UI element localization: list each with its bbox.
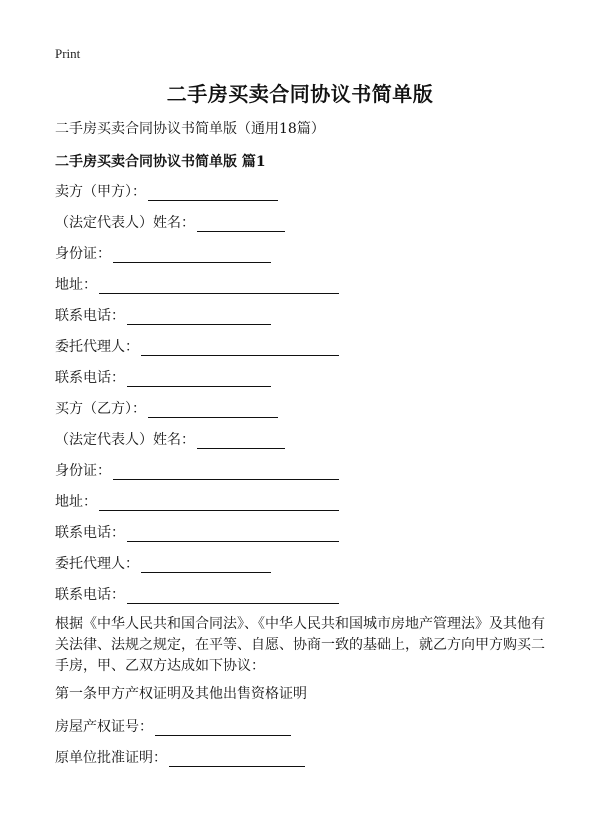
field-label: 身份证： xyxy=(55,246,111,262)
field-blank xyxy=(169,750,305,767)
buyer-id-field xyxy=(55,460,339,480)
buyer-agent-phone-field xyxy=(55,584,339,604)
intro-paragraph: 根据《中华人民共和国合同法》、《中华人民共和国城市房地产管理法》及其他有关法律、法规之规定，在平等、自愿、协商一致的基础上，就乙方向甲方购买二手房，甲、乙双方达成如下协议： xyxy=(55,616,545,674)
seller-id-field xyxy=(55,243,271,263)
field-label: 联系电话： xyxy=(55,587,125,603)
field-blank xyxy=(127,370,271,387)
field-blank xyxy=(127,308,271,325)
buyer-address-field xyxy=(55,491,339,511)
field-blank xyxy=(197,215,285,232)
field-label: 联系电话： xyxy=(55,370,125,386)
field-blank xyxy=(127,525,339,542)
field-label: 地址： xyxy=(55,277,97,293)
field-label: （法定代表人）姓名： xyxy=(55,215,195,231)
field-blank xyxy=(148,401,278,418)
buyer-field xyxy=(55,398,278,418)
seller-agent-phone-field xyxy=(55,367,271,387)
field-blank xyxy=(99,277,339,294)
article-1-title: 第一条甲方产权证明及其他出售资格证明 xyxy=(55,686,307,702)
property-cert-field xyxy=(55,716,291,736)
field-blank xyxy=(99,494,339,511)
unit-approval-field xyxy=(55,747,305,767)
field-blank xyxy=(113,246,271,263)
field-label: 房屋产权证号： xyxy=(55,719,153,735)
field-label: 委托代理人： xyxy=(55,556,139,572)
field-blank xyxy=(197,432,285,449)
field-label: （法定代表人）姓名： xyxy=(55,432,195,448)
field-blank xyxy=(127,587,339,604)
seller-agent-field xyxy=(55,336,339,356)
field-label: 卖方（甲方）： xyxy=(55,184,146,200)
buyer-phone-field xyxy=(55,522,339,542)
field-label: 联系电话： xyxy=(55,308,125,324)
field-blank xyxy=(148,184,278,201)
field-blank xyxy=(113,463,339,480)
seller-address-field xyxy=(55,274,339,294)
field-label: 地址： xyxy=(55,494,97,510)
seller-legal-rep-field xyxy=(55,212,285,232)
field-label: 买方（乙方）： xyxy=(55,401,146,417)
seller-field xyxy=(55,181,278,201)
buyer-agent-field xyxy=(55,553,271,573)
document-title: 二手房买卖合同协议书简单版 xyxy=(166,82,434,106)
field-blank xyxy=(141,339,339,356)
field-label: 委托代理人： xyxy=(55,339,139,355)
buyer-legal-rep-field xyxy=(55,429,285,449)
document-subtitle: 二手房买卖合同协议书简单版（通用18篇） xyxy=(55,121,325,137)
field-label: 原单位批准证明： xyxy=(55,750,167,766)
field-blank xyxy=(141,556,271,573)
print-link[interactable]: Print xyxy=(55,46,81,61)
field-label: 联系电话： xyxy=(55,525,125,541)
section-title: 二手房买卖合同协议书简单版 篇1 xyxy=(55,154,266,170)
field-label: 身份证： xyxy=(55,463,111,479)
seller-phone-field xyxy=(55,305,271,325)
field-blank xyxy=(155,719,291,736)
